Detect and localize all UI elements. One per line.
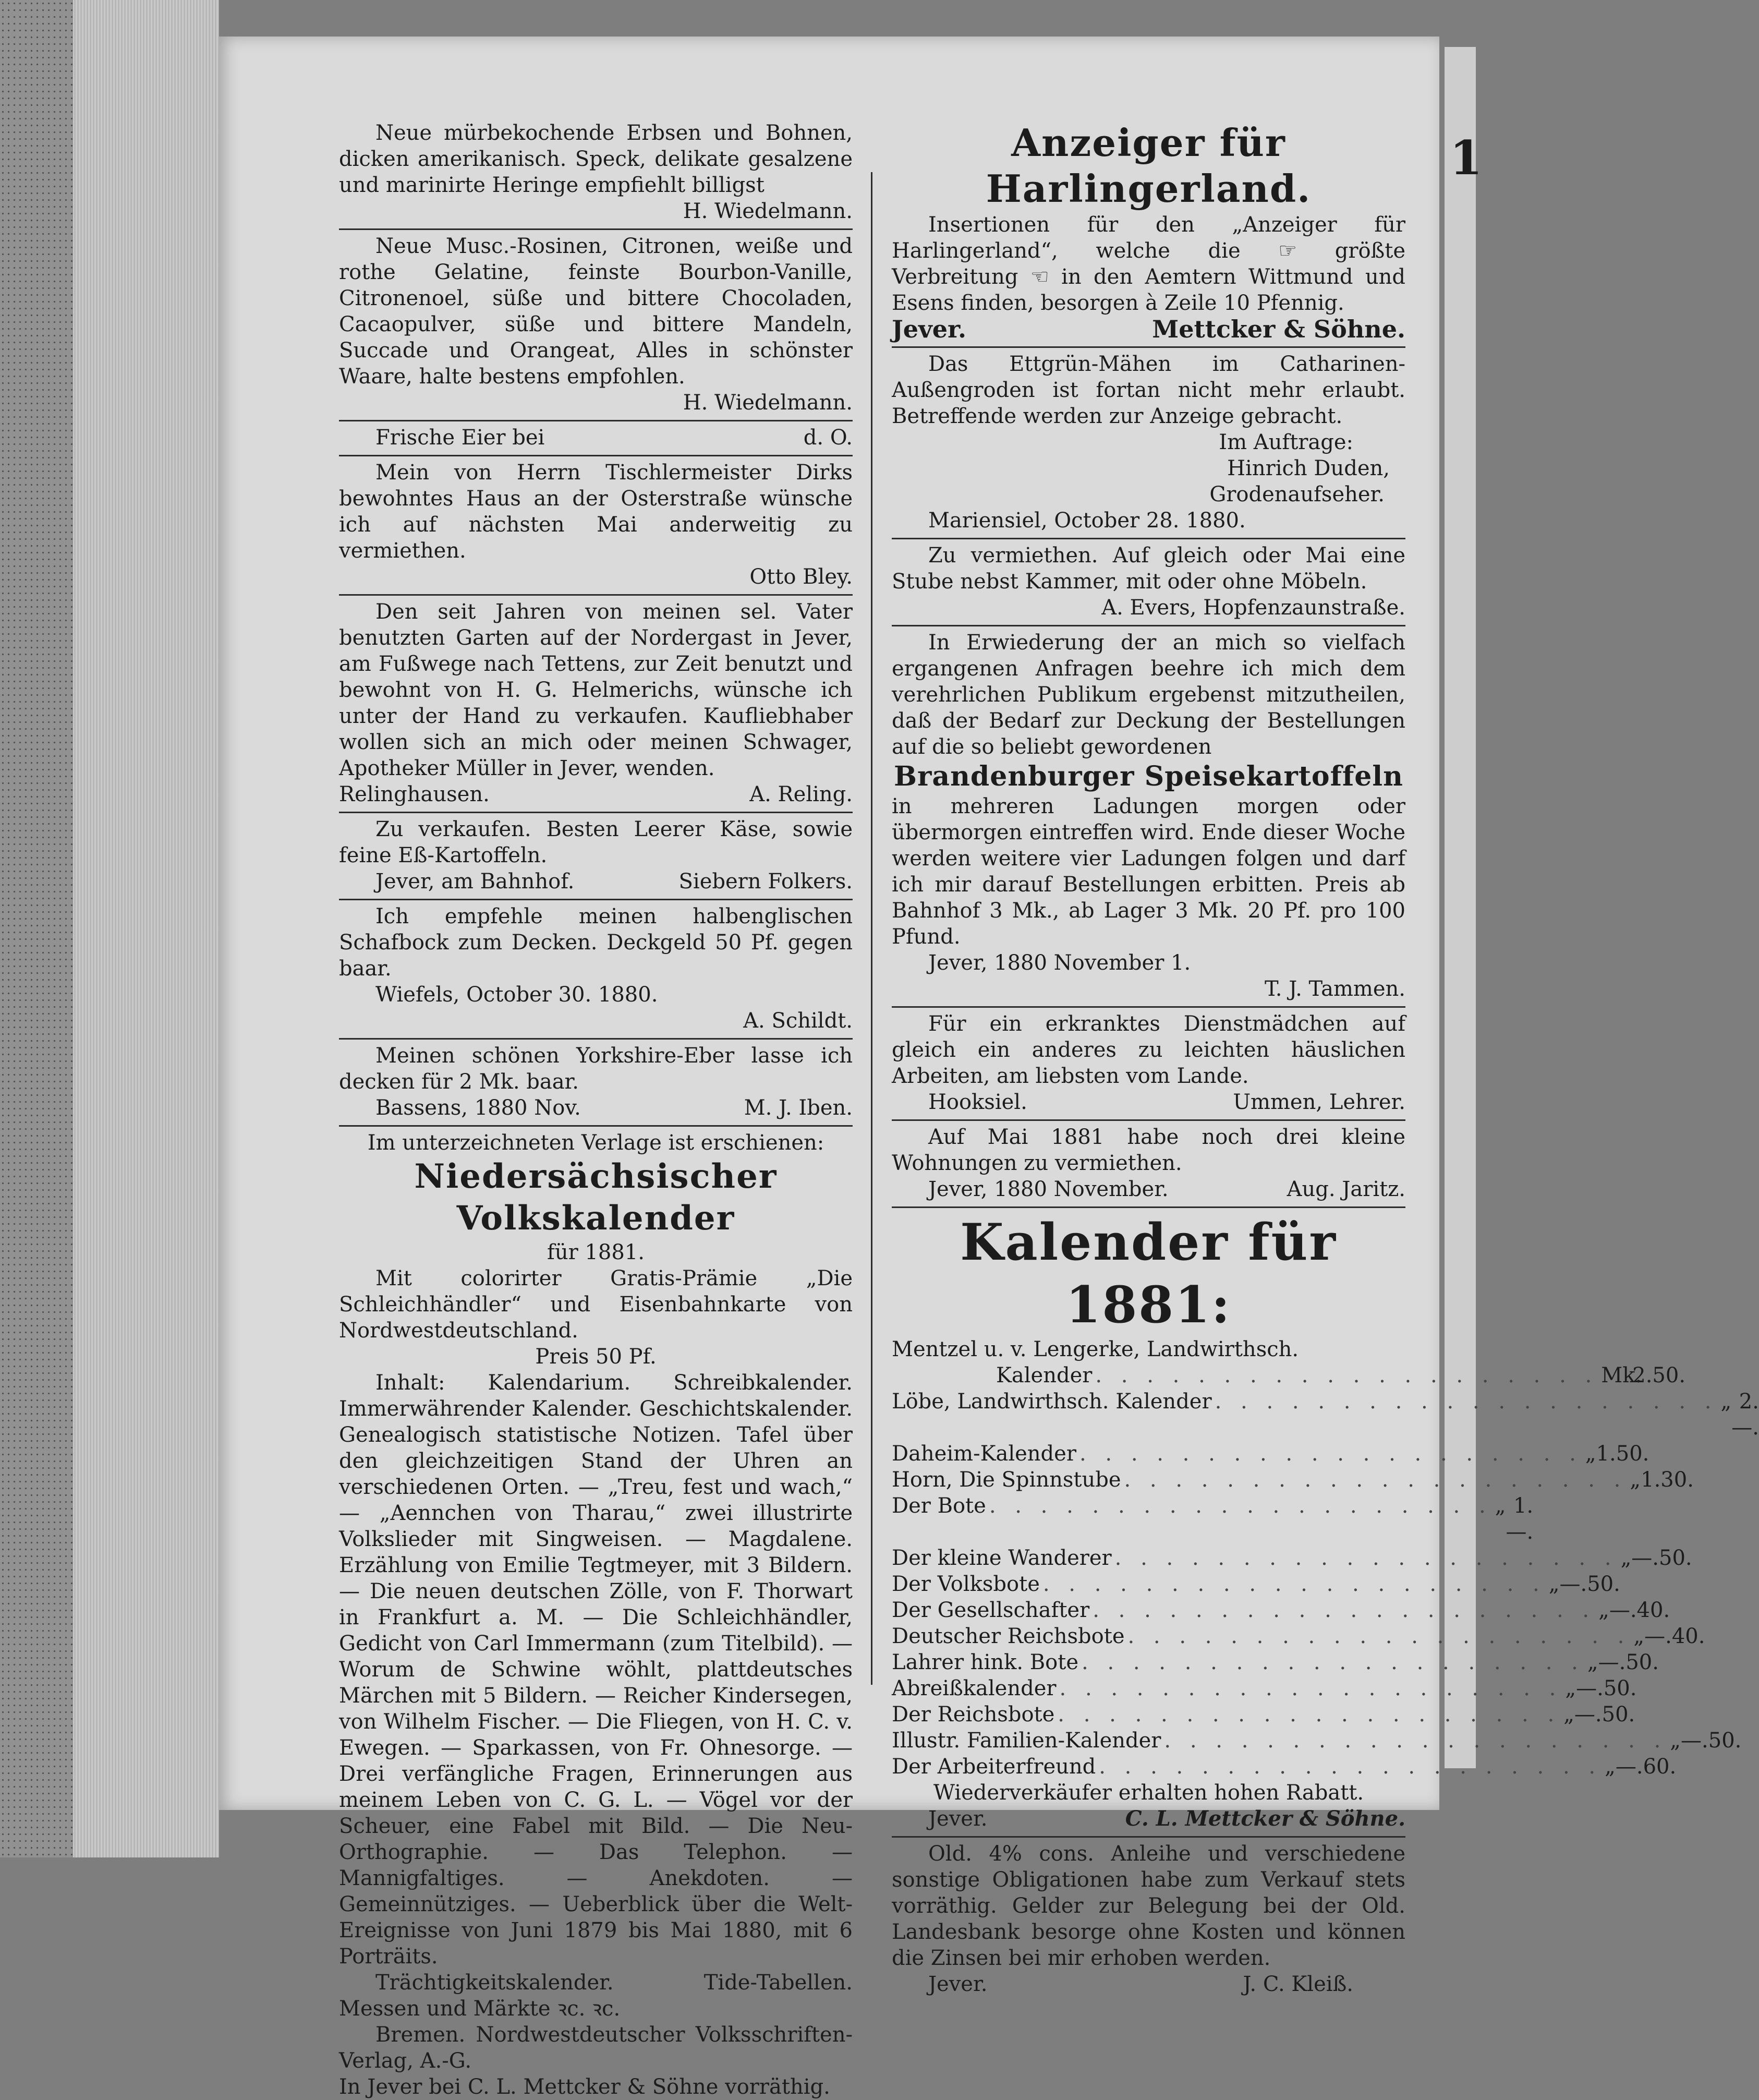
- ad-eber: [339, 1043, 853, 1121]
- ad-text: Ich empfehle meinen halbenglischen Schafbock zum Decken. Deckgeld 50 Pf. gegen baar.: [339, 904, 853, 981]
- separator: [892, 625, 1405, 626]
- calendar-item: [892, 1389, 1759, 1441]
- next-page-glyph: 1: [1450, 130, 1483, 186]
- ad-signature: Siebern Folkers.: [678, 870, 853, 894]
- leader-dots: . . . . . . . . . . . . . . . . . . . .: [1058, 1703, 1561, 1727]
- ad-place: Hooksiel.: [928, 1090, 1027, 1114]
- ad-title: Brandenburger Speisekartoffeln: [894, 761, 1403, 792]
- ad-erbsen: [339, 120, 853, 224]
- ad-kartoffeln: [892, 630, 1405, 1002]
- calendar-item-name: Löbe, Landwirthsch. Kalender: [892, 1390, 1212, 1414]
- calendar-item-name: Kalender: [996, 1363, 1093, 1387]
- ad-signature: M. J. Iben.: [744, 1096, 853, 1120]
- ad-publisher: Bremen. Nordwestdeutscher Volksschriften-Verlag, A.-G.: [339, 2023, 853, 2073]
- ad-signature: H. Wiedelmann.: [683, 199, 853, 223]
- ad-text: Auf Mai 1881 habe noch drei kleine Wohnungen zu vermiethen.: [892, 1125, 1405, 1175]
- ad-text: Den seit Jahren von meinen sel. Vater benutzten Garten auf der Nordergast in Jever, am Fußwege nach Tettens, zur Zeit benutzt und bewohnt von H. G. Helmerichs, wünsche ich unter der Hand zu verkaufen. Kaufliebhaber wollen sich an mich oder meinen Schwager, Apotheker Müller in Jever, wenden.: [339, 600, 853, 780]
- calendar-item-price: —.50.: [1598, 1650, 1659, 1674]
- ad-footer: [892, 1806, 1405, 1832]
- ad-footer: [892, 316, 1405, 342]
- calendar-item-name: Der Bote: [892, 1494, 986, 1518]
- ad-text: Neue Musc.-Rosinen, Citronen, weiße und rothe Gelatine, feinste Bourbon-Vanille, Citronenoel, süße und bittere Chocoladen, Cacaopulver, süße und bittere Mandeln, Succade und Orangeat, Alles in schönster Waare, halte bestens empfohlen.: [339, 234, 853, 389]
- leader-dots: . . . . . . . . . . . . . . . . . . . .: [1164, 1729, 1667, 1753]
- leader-dots: . . . . . . . . . . . . . . . . . . . .: [1124, 1468, 1627, 1492]
- calendar-item-unit: „: [1585, 1442, 1596, 1466]
- newspaper-page: [219, 37, 1759, 2099]
- ad-schafbock: [339, 903, 853, 1034]
- ad-signature: Mettcker & Söhne.: [1152, 315, 1405, 343]
- ad-ettgruen: [892, 351, 1405, 534]
- calendar-price-list: [892, 1362, 1759, 1780]
- calendar-item: [892, 1441, 1649, 1467]
- ad-haus: [339, 460, 853, 590]
- ad-signature: Ummen, Lehrer.: [1233, 1090, 1405, 1114]
- ad-text: Old. 4% cons. Anleihe und verschiedene sonstige Obligationen habe zum Verkauf stets vorräthig. Gelder zur Belegung bei der Old. Landesbank besorge ohne Kosten und können die Zinsen bei mir erhoben werden.: [892, 1842, 1405, 1970]
- ad-signature: A. Schildt.: [743, 1009, 853, 1033]
- calendar-item-name: Deutscher Reichsbote: [892, 1624, 1125, 1648]
- ad-place: Jever, 1880 November.: [928, 1177, 1169, 1201]
- ad-place: Jever, 1880 November 1.: [928, 951, 1191, 975]
- ad-title: Anzeiger für Harlingerland.: [986, 120, 1312, 211]
- leader-dots: . . . . . . . . . . . . . . . . . . . .: [1042, 1572, 1546, 1596]
- calendar-item-name: Der Gesellschafter: [892, 1598, 1090, 1622]
- separator: [339, 420, 853, 421]
- separator: [339, 228, 853, 230]
- ad-volkskalender: [339, 1130, 853, 2100]
- calendar-item-unit: „: [1670, 1729, 1681, 1753]
- ad-text: Neue mürbekochende Erbsen und Bohnen, dicken amerikanisch. Speck, delikate gesalzene und marinirte Heringe empfiehlt billigst: [339, 121, 853, 197]
- calendar-item-name: Lahrer hink. Bote: [892, 1650, 1079, 1674]
- ad-signature: H. Wiedelmann.: [683, 391, 853, 415]
- ad-place: Jever.: [928, 1807, 988, 1831]
- calendar-item-price: —.40.: [1609, 1598, 1670, 1622]
- ad-signature: d. O.: [803, 426, 853, 450]
- separator: [892, 1836, 1405, 1838]
- leader-dots: . . . . . . . . . . . . . . . . . . . .: [1079, 1442, 1582, 1466]
- calendar-item-price: 2.—.: [1731, 1390, 1759, 1440]
- calendar-item-name: Daheim-Kalender: [892, 1442, 1076, 1466]
- ad-footer: [892, 1971, 1405, 1997]
- leader-dots: . . . . . . . . . . . . . . . . . . . .: [1082, 1650, 1584, 1674]
- calendar-item: [892, 1362, 1686, 1389]
- ad-kaese: [339, 816, 853, 895]
- calendar-item-name: Illustr. Familien-Kalender: [892, 1729, 1161, 1753]
- calendar-item-price: 1.—.: [1506, 1494, 1534, 1544]
- ad-garten: [339, 599, 853, 807]
- ad-signature: T. J. Tammen.: [1264, 977, 1405, 1001]
- calendar-item: [892, 1675, 1637, 1701]
- ad-signature: J. C. Kleiß.: [1243, 1972, 1353, 1996]
- calendar-item-price: —.50.: [1576, 1676, 1637, 1700]
- ad-signature: C. L. Mettcker & Söhne.: [1125, 1806, 1405, 1831]
- ad-text: In Erwiederung der an mich so vielfach ergangenen Anfragen beehre ich mich dem verehrlichen Publikum ergebenst mitzutheilen, daß der Bedarf zur Deckung der Bestellungen auf die so beliebt gewordenen: [892, 631, 1405, 759]
- calendar-item-unit: „: [1620, 1546, 1632, 1570]
- separator: [339, 1038, 853, 1040]
- calendar-item-name: Der Reichsbote: [892, 1703, 1055, 1727]
- ad-stock: In Jever bei C. L. Mettcker & Söhne vorräthig.: [339, 2075, 830, 2099]
- calendar-item-price: —.40.: [1644, 1624, 1705, 1648]
- right-column: [892, 120, 1759, 1997]
- ad-dienstmaedchen: [892, 1011, 1405, 1115]
- calendar-item: [892, 1623, 1705, 1649]
- calendar-item-price: —.50.: [1574, 1703, 1635, 1727]
- ad-rosinen: [339, 233, 853, 416]
- calendar-item-price: 1.30.: [1641, 1468, 1694, 1492]
- separator: [339, 899, 853, 900]
- calendar-item-unit: „: [1563, 1703, 1574, 1727]
- calendar-item-price: 2.50.: [1632, 1363, 1686, 1387]
- calendar-item-price: —.60.: [1615, 1755, 1677, 1779]
- ad-stube: [892, 542, 1405, 621]
- leader-dots: . . . . . . . . . . . . . . . . . . . .: [1093, 1598, 1596, 1622]
- calendar-item: [892, 1649, 1659, 1675]
- ad-text: Für ein erkranktes Dienstmädchen auf gleich ein anderes zu leichten häuslichen Arbeiten, am liebsten vom Lande.: [892, 1012, 1405, 1088]
- separator: [892, 1206, 1405, 1208]
- ad-place: Wiefels, October 30. 1880.: [375, 983, 658, 1007]
- calendar-item: [892, 1701, 1635, 1728]
- ad-place: Jever.: [928, 1972, 988, 1996]
- calendar-item: [892, 1571, 1620, 1597]
- ad-text: Mein von Herrn Tischlermeister Dirks bewohntes Haus an der Osterstraße wünsche ich auf nächsten Mai anderweitig zu vermiethen.: [339, 461, 853, 563]
- ad-text: Das Ettgrün-Mähen im Catharinen-Außengroden ist fortan nicht mehr erlaubt. Betreffende werden zur Anzeige gebracht.: [892, 352, 1405, 428]
- calendar-item-unit: „: [1605, 1755, 1616, 1779]
- column-divider: [871, 172, 872, 1685]
- leader-dots: . . . . . . . . . . . . . . . . . . . .: [1215, 1390, 1718, 1414]
- separator: [892, 538, 1405, 539]
- ad-footer: [892, 1089, 1405, 1115]
- ad-year: für 1881.: [547, 1240, 645, 1264]
- leader-dots: . . . . . . . . . . . . . . . . . . . .: [1059, 1676, 1562, 1700]
- ad-footer: [892, 1176, 1405, 1202]
- ad-text: Frische Eier bei: [375, 426, 545, 450]
- ad-anleihe: [892, 1841, 1405, 1997]
- calendar-item-price: —.50.: [1681, 1729, 1742, 1753]
- ad-rabatt: Wiederverkäufer erhalten hohen Rabatt.: [933, 1781, 1364, 1805]
- calendar-item-name: Horn, Die Spinnstube: [892, 1468, 1121, 1492]
- calendar-first-line: Mentzel u. v. Lengerke, Landwirthsch.: [892, 1337, 1299, 1361]
- ad-place: Bassens, 1880 Nov.: [375, 1096, 581, 1120]
- ad-place: Jever, am Bahnhof.: [375, 870, 575, 894]
- ad-text-2: in mehreren Ladungen morgen oder übermorgen eintreffen wird. Ende dieser Woche werden weitere vier Ladungen folgen und darf ich mir darauf Bestellungen erbitten. Preis ab Bahnhof 3 Mk., ab Lager 3 Mk. 20 Pf. pro 100 Pfund.: [892, 794, 1405, 949]
- ad-signature: Aug. Jaritz.: [1287, 1177, 1405, 1201]
- ad-bonus: Mit colorirter Gratis-Prämie „Die Schleichhändler“ und Eisenbahnkarte von Nordwestdeutschland.: [339, 1266, 853, 1343]
- calendar-item-name: Der kleine Wanderer: [892, 1546, 1112, 1570]
- calendar-item: [892, 1597, 1670, 1623]
- calendar-item: [892, 1728, 1742, 1754]
- calendar-item-unit: „: [1633, 1624, 1645, 1648]
- ad-signature: A. Reling.: [749, 782, 853, 806]
- ad-eier: [339, 425, 853, 451]
- leader-dots: . . . . . . . . . . . . . . . . . . . .: [1127, 1624, 1631, 1648]
- leader-dots: . . . . . . . . . . . . . . . . . . . .: [989, 1494, 1492, 1518]
- separator: [892, 1119, 1405, 1121]
- ad-text: Insertionen für den „Anzeiger für Harlingerland“, welche die ☞ größte Verbreitung ☜ in den Aemtern Wittmund und Esens finden, besorgen à Zeile 10 Pfennig.: [892, 213, 1405, 315]
- calendar-item-price: —.50.: [1631, 1546, 1692, 1570]
- calendar-item: [892, 1754, 1677, 1780]
- calendar-item: [892, 1493, 1534, 1545]
- ad-intro: Im unterzeichneten Verlage ist erschienen:: [367, 1131, 824, 1155]
- leader-dots: . . . . . . . . . . . . . . . . . . . .: [1114, 1546, 1618, 1570]
- leader-dots: . . . . . . . . . . . . . . . . . . . .: [1099, 1755, 1602, 1779]
- leader-dots: . . . . . . . . . . . . . . . . . . . .: [1095, 1363, 1598, 1387]
- calendar-item-price: —.50.: [1559, 1572, 1620, 1596]
- calendar-item: [892, 1545, 1692, 1571]
- separator: [892, 346, 1405, 348]
- ad-footer: [339, 868, 853, 895]
- ad-price: Preis 50 Pf.: [535, 1345, 657, 1369]
- separator: [339, 1125, 853, 1127]
- ad-signature: A. Evers, Hopfenzaunstraße.: [1101, 596, 1405, 620]
- ad-place: Jever.: [892, 315, 967, 343]
- calendar-item-unit: „: [1630, 1468, 1641, 1492]
- calendar-item-price: 1.50.: [1596, 1442, 1649, 1466]
- ad-signature: Otto Bley.: [749, 565, 853, 589]
- calendar-item: [892, 1467, 1694, 1493]
- calendar-item-name: Der Arbeiterfreund: [892, 1755, 1096, 1779]
- ad-wohnungen: [892, 1124, 1405, 1202]
- ad-auftrag: Im Auftrage:: [1219, 430, 1353, 454]
- calendar-item-unit: „: [1495, 1494, 1506, 1518]
- calendar-item-unit: Mk.: [1601, 1363, 1642, 1387]
- ad-text: Zu verkaufen. Besten Leerer Käse, sowie feine Eß-Kartoffeln.: [339, 817, 853, 867]
- calendar-item-name: Der Volksbote: [892, 1572, 1040, 1596]
- ad-role: Grodenaufseher.: [1209, 482, 1385, 506]
- book-page-edges: [0, 0, 219, 1857]
- ad-text: Zu vermiethen. Auf gleich oder Mai eine Stube nebst Kammer, mit oder ohne Möbeln.: [892, 544, 1405, 594]
- ad-contents: Inhalt: Kalendarium. Schreibkalender. Immerwährender Kalender. Geschichtskalender. Genealogisch statistische Notizen. Tafel über den gleichzeitigen Stand der Uhren an verschiedenen Orten. — „Treu, fest und wach,“ — „Aennchen von Tharau,“ zwei illustrirte Volkslieder mit Singweisen. — Magdalene. Erzählung von Emilie Tegtmeyer, mit 3 Bildern. — Die neuen deutschen Zölle, von F. Thorwart in Frankfurt a. M. — Die Schleichhändler, Gedicht von Carl Immermann (zum Titelbild). — Worum de Schwine wöhlt, plattdeutsches Märchen mit 5 Bildern. — Reicher Kindersegen, von Wilhelm Fischer. — Die Fliegen, von H. C. v. Ewegen. — Sparkassen, von Fr. Ohnesorge. — Drei verfängliche Fragen, Erinnerungen aus meinem Leben von C. G. L. — Vögel vor der Scheuer, eine Fabel mit Bild. — Die Neu-Orthographie. — Das Telephon. — Mannigfaltiges. — Anekdoten. — Gemeinnütziges. — Ueberblick über die Welt-Ereignisse von Juni 1879 bis Mai 1880, mit 6 Porträits.: [339, 1371, 853, 1969]
- separator: [892, 1006, 1405, 1008]
- calendar-item-name: Abreißkalender: [892, 1676, 1057, 1700]
- ad-title: Niedersächsischer Volkskalender: [414, 1157, 778, 1238]
- ad-signature: Hinrich Duden,: [1227, 456, 1390, 480]
- separator: [339, 812, 853, 813]
- calendar-item-unit: „: [1548, 1572, 1560, 1596]
- ad-extra: Trächtigkeitskalender. Tide-Tabellen. Messen und Märkte ꝛc. ꝛc.: [339, 1971, 853, 2021]
- calendar-item-unit: „: [1720, 1390, 1732, 1414]
- ad-footer: [339, 781, 853, 807]
- separator: [339, 594, 853, 596]
- ad-text: Meinen schönen Yorkshire-Eber lasse ich decken für 2 Mk. baar.: [339, 1044, 853, 1094]
- ad-title: Kalender für 1881:: [960, 1213, 1337, 1334]
- ad-place: Mariensiel, October 28. 1880.: [928, 509, 1246, 533]
- left-column: [339, 120, 853, 2100]
- ad-place: Relinghausen.: [339, 782, 490, 806]
- ad-footer: [339, 1095, 853, 1121]
- ad-anzeiger: [892, 120, 1405, 342]
- calendar-item-unit: „: [1587, 1650, 1598, 1674]
- separator: [339, 455, 853, 456]
- ad-kalender-1881: [892, 1211, 1759, 1832]
- calendar-item-unit: „: [1598, 1598, 1609, 1622]
- calendar-item-unit: „: [1565, 1676, 1576, 1700]
